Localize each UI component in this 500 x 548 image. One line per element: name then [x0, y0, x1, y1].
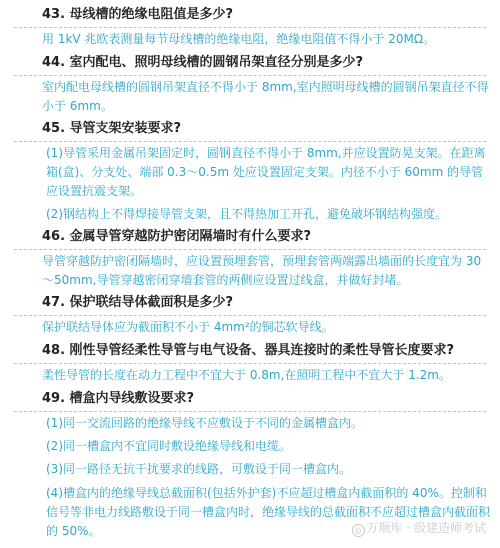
answer-49-4: (4)槽盒内的绝缘导线总截面积(包括外护套)不应超过槽盒内截面积的 40%。控制和信号等非电力线路敷设于同一槽盒内时，绝缘导线的总截面积不应超过槽盒内截面积的 50%。	[46, 486, 491, 538]
answer-47: 保护联结导体应为截面积不小于 4mm²的铜芯软导线。	[42, 320, 334, 334]
answer-44: 室内配电母线槽的圆钢吊架直径不得小于 8mm,室内照明母线槽的圆钢吊架直径不得小于 6mm。	[42, 80, 489, 113]
divider	[14, 75, 486, 77]
answer-45-2: (2)钢结构上不得焊接导管支架，且不得热加工开孔，避免破坏钢结构强度。	[46, 207, 448, 221]
answer-43: 用 1kV 兆欧表测量每节母线槽的绝缘电阻，绝缘电阻值不得小于 20MΩ。	[42, 32, 436, 46]
question-47: 47. 保护联结导体截面积是多少?	[42, 295, 234, 310]
answer-45-1: (1)导管采用金属吊架固定时，圆钢直径不得小于 8mm,并应设置防晃支架。在距离箱(盒)、分支处、端部 0.3～0.5m 处应设置固定支架。内径不小于 60mm 的导管应设置抗震支架。	[46, 146, 486, 198]
divider	[14, 141, 486, 143]
answer-49-2: (2)同一槽盒内不宜同时敷设绝缘导线和电缆。	[46, 439, 291, 453]
answer-49-1: (1)同一交流回路的绝缘导线不应敷设于不同的金属槽盒内。	[46, 416, 364, 430]
answer-46: 导管穿越防护密闭隔墙时，应设置预埋套管，预埋套管两端露出墙面的长度宜为 30～50mm,导管穿越密闭穿墙套管的两侧应设置过线盒，并做好封堵。	[42, 254, 482, 287]
divider	[14, 363, 486, 365]
question-45: 45. 导管支架安装要求?	[42, 121, 182, 136]
question-44: 44. 室内配电、照明母线槽的圆钢吊架直径分别是多少?	[42, 55, 364, 70]
divider	[14, 27, 486, 29]
watermark	[352, 519, 486, 537]
divider	[14, 315, 486, 317]
question-46: 46. 金属导管穿越防护密闭隔墙时有什么要求?	[42, 229, 312, 244]
question-48: 48. 刚性导管经柔性导管与电气设备、器具连接时的柔性导管长度要求?	[42, 343, 455, 358]
watermark-text: 万顺库 · 级建造师考试	[366, 521, 486, 535]
watermark-logo-icon: ◎	[352, 524, 365, 537]
question-43: 43. 母线槽的绝缘电阻值是多少?	[42, 7, 234, 22]
answer-48: 柔性导管的长度在动力工程中不宜大于 0.8m,在照明工程中不宜大于 1.2m。	[42, 368, 451, 382]
answer-49-3: (3)同一路径无抗干扰要求的线路，可敷设于同一槽盒内。	[46, 462, 352, 476]
divider	[14, 411, 486, 413]
divider	[14, 249, 486, 251]
question-49: 49. 槽盒内导线敷设要求?	[42, 391, 195, 406]
